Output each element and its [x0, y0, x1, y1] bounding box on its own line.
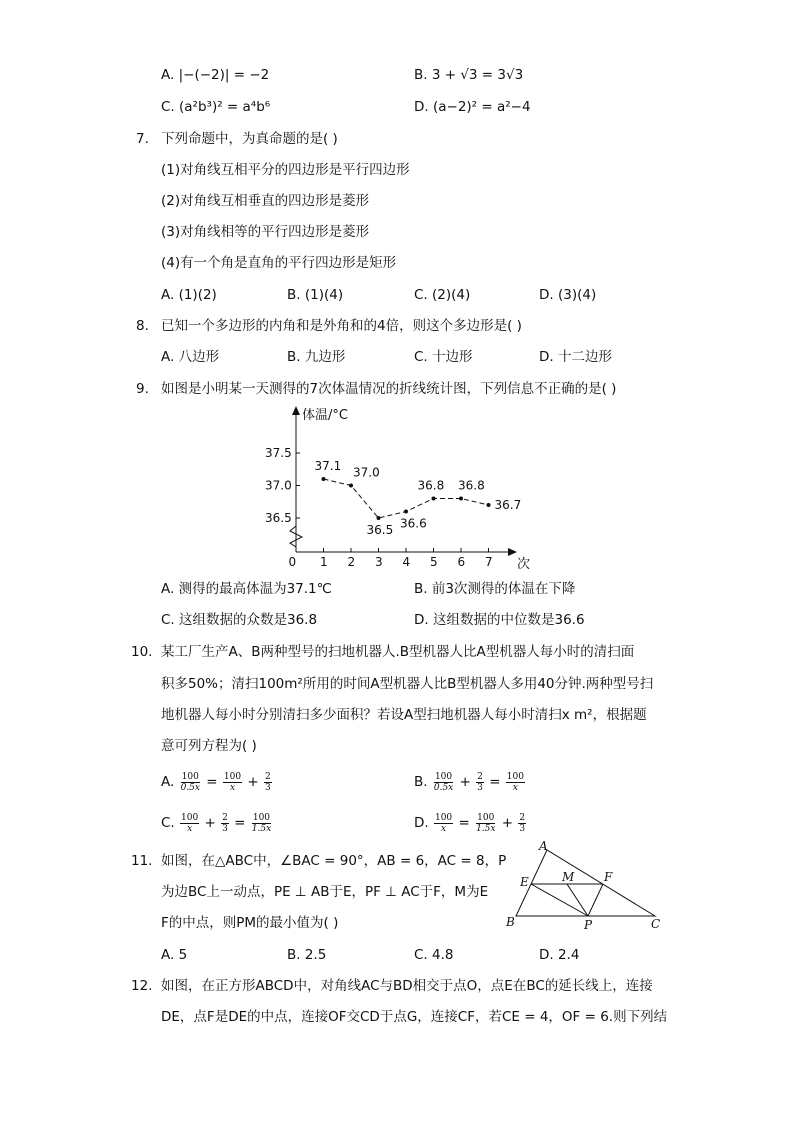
temperature-line-chart [255, 400, 535, 572]
q9-stem: 如图是小明某一天测得的7次体温情况的折线统计图，下列信息不正确的是( ) [161, 381, 617, 397]
q10-option-a-label: A. [161, 774, 175, 790]
data-point [349, 484, 353, 488]
q12-line-1: 如图，在正方形ABCD中，对角线AC与BD相交于点O，点E在BC的延长线上，连接 [161, 978, 653, 994]
q7-statement-4: (4)有一个角是直角的平行四边形是矩形 [161, 255, 397, 271]
q8-option-a: A. 八边形 [161, 349, 220, 365]
data-label: 37.1 [314, 459, 342, 473]
x-tick-label: 7 [485, 555, 493, 569]
q9-option-d: D. 这组数据的中位数是36.6 [414, 612, 585, 628]
data-label: 36.8 [458, 478, 485, 493]
q11-option-b: B. 2.5 [287, 947, 327, 963]
fraction: $\frac{2}{3}$ [519, 812, 526, 834]
q10-line-2: 积多50%；清扫100m²所用的时间A型机器人比B型机器人多用40分钟.两种型号扫 [161, 676, 654, 692]
fraction: $\frac{2}{3}$ [477, 771, 483, 793]
x-axis-arrow [508, 548, 517, 556]
segment-pf [588, 884, 603, 916]
fraction: $\frac{2}{3}$ [222, 812, 228, 834]
q7-option-c: C. (2)(4) [414, 287, 471, 303]
fraction: $\frac{100}{1.5x}$ [251, 812, 272, 834]
label-a: A [539, 839, 548, 853]
x-axis-label: 次 [517, 557, 531, 572]
q8-number: 8. [136, 318, 149, 334]
q7-statement-2: (2)对角线互相垂直的四边形是菱形 [161, 193, 370, 209]
label-p: P [584, 918, 593, 932]
x-tick-label: 6 [457, 555, 466, 569]
fraction: $\frac{100}{1.5x}$ [476, 812, 496, 834]
x-tick-label: 2 [347, 555, 356, 569]
q9-option-c: C. 这组数据的众数是36.8 [161, 612, 318, 628]
q11-option-a: A. 5 [161, 947, 188, 963]
data-point [459, 497, 463, 501]
fraction: $\frac{100}{0.5x}$ [433, 771, 454, 793]
q9-option-b: B. 前3次测得的体温在下降 [414, 581, 576, 597]
q6-option-c: C. (a²b³)² = a⁴b⁶ [161, 99, 271, 115]
data-label: 37.0 [353, 465, 380, 480]
q7-stem: 下列命题中，为真命题的是( ) [161, 131, 338, 147]
q10-line-3: 地机器人每小时分别清扫多少面积？若设A型扫地机器人每小时清扫x m²，根据题 [161, 707, 647, 723]
x-tick-label: 3 [375, 555, 383, 569]
q10-option-b: B. $\frac{100}{0.5x}$ + $\frac{2}{3}$ = $\frac{100}{x}$ [414, 771, 524, 793]
q10-line-4: 意可列方程为( ) [161, 738, 257, 754]
y-tick-label: 37.0 [265, 478, 292, 493]
q11-option-c: C. 4.8 [414, 947, 454, 963]
q8-option-c: C. 十边形 [414, 349, 473, 365]
fraction: $\frac{100}{x}$ [434, 812, 453, 834]
q8-option-d: D. 十二边形 [539, 349, 612, 365]
triangle-figure [500, 838, 670, 934]
y-tick-label: 36.5 [265, 511, 292, 525]
label-m: M [562, 870, 575, 884]
data-label: 36.6 [400, 516, 427, 531]
q11-number: 11. [131, 853, 153, 869]
data-label: 36.7 [494, 498, 522, 512]
fraction: $\frac{100}{0.5x}$ [180, 771, 200, 793]
q11-line-2: 为边BC上一动点，PE ⊥ AB于E，PF ⊥ AC于F，M为E [161, 884, 489, 900]
y-axis-label: 体温/°C [302, 408, 348, 423]
q10-line-1: 某工厂生产A、B两种型号的扫地机器人.B型机器人比A型机器人每小时的清扫面 [161, 644, 635, 660]
segment-pe [531, 884, 588, 916]
x-tick-label: 4 [402, 555, 411, 569]
q7-number: 7. [136, 131, 149, 147]
q6-option-a: A. |−(−2)| = −2 [161, 67, 270, 83]
q10-option-b-label: B. [414, 774, 428, 790]
q8-option-b: B. 九边形 [287, 349, 346, 365]
q10-option-c: C. $\frac{100}{x}$ + $\frac{2}{3}$ = $\frac{100}{1.5x}$ [161, 812, 272, 834]
label-e: E [520, 875, 529, 889]
q6-option-d: D. (a−2)² = a²−4 [414, 99, 531, 115]
q11-option-d: D. 2.4 [539, 947, 580, 963]
x-tick-label: 1 [320, 555, 328, 569]
x-tick-label: 5 [430, 555, 438, 569]
fraction: $\frac{100}{x}$ [506, 771, 524, 793]
q10-option-a: A. $\frac{100}{0.5x}$ = $\frac{100}{x}$ + $\frac{2}{3}$ [161, 771, 271, 793]
data-point [404, 510, 408, 514]
q10-number: 10. [131, 644, 153, 660]
q6-option-b: B. 3 + √3 = 3√3 [414, 67, 524, 83]
q7-option-b: B. (1)(4) [287, 287, 344, 303]
y-tick-label: 37.5 [265, 446, 292, 460]
label-c: C [651, 917, 661, 931]
q12-line-2: DE，点F是DE的中点，连接OF交CD于点G，连接CF，若CE = 4，OF = 6.则下列结 [161, 1009, 668, 1025]
triangle-abc [516, 850, 655, 916]
data-point [377, 516, 381, 520]
q12-number: 12. [131, 978, 153, 994]
y-axis-arrow [292, 406, 300, 415]
q7-option-a: A. (1)(2) [161, 287, 217, 303]
data-label: 36.8 [417, 478, 445, 493]
fraction: $\frac{100}{x}$ [223, 771, 242, 793]
q7-option-d: D. (3)(4) [539, 287, 597, 303]
q9-option-a: A. 测得的最高体温为37.1℃ [161, 581, 332, 597]
fraction: $\frac{100}{x}$ [181, 812, 199, 834]
q7-statement-1: (1)对角线互相平分的四边形是平行四边形 [161, 162, 410, 178]
q11-line-3: F的中点，则PM的最小值为( ) [161, 915, 339, 931]
q8-stem: 已知一个多边形的内角和是外角和的4倍，则这个多边形是( ) [161, 318, 522, 334]
q11-line-1: 如图，在△ABC中，∠BAC = 90°，AB = 6，AC = 8，P [161, 853, 507, 869]
q9-number: 9. [136, 381, 149, 397]
q10-option-c-label: C. [161, 815, 175, 831]
segment-pm [567, 884, 588, 916]
data-point [432, 497, 436, 501]
label-b: B [506, 915, 515, 929]
data-label: 36.5 [366, 523, 394, 537]
q7-statement-3: (3)对角线相等的平行四边形是菱形 [161, 224, 370, 240]
q10-option-d: D. $\frac{100}{x}$ = $\frac{100}{1.5x}$ + $\frac{2}{3}$ [414, 812, 526, 834]
label-f: F [604, 870, 613, 884]
data-point [322, 477, 326, 481]
x-tick-label: 0 [288, 555, 297, 569]
q10-option-d-label: D. [414, 815, 429, 831]
fraction: $\frac{2}{3}$ [264, 771, 271, 793]
data-point [487, 503, 491, 507]
